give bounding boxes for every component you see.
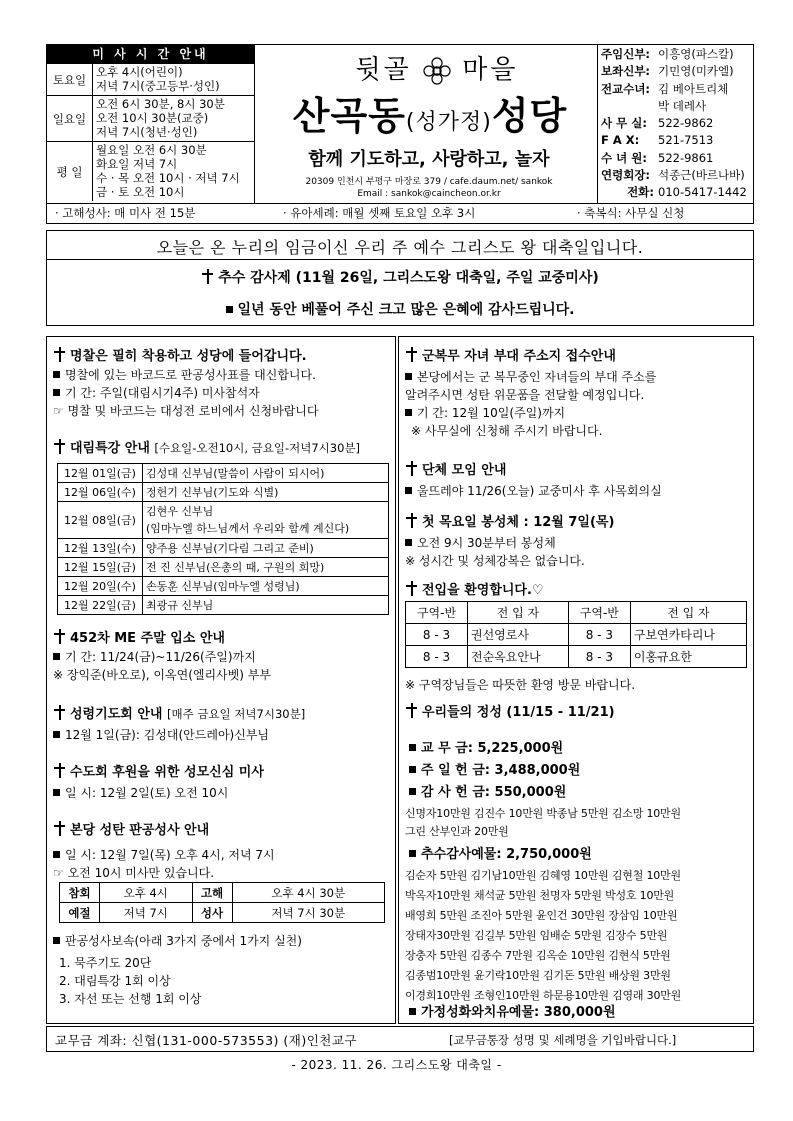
table-row: 12월 06일(수) 정헌기 신부님(기도와 식별) [58,483,389,502]
table-row: 12월 20일(수) 손동훈 신부님(임마누엘 성령님) [58,577,389,596]
military-title: 군복무 자녀 부대 주소지 접수안내 [405,345,616,364]
donor-line: 이경희10만원 조형인10만원 하문용10만원 김영래 30만원 [405,989,682,1002]
parish-motto: 함께 기도하고, 사랑하고, 놀자 [308,149,550,170]
sacrament-info-row [46,204,754,224]
offering-line: 교 무 금: 5,225,000원 [409,741,563,757]
monastery-line: 일 시: 12월 2일(토) 오전 10시 [53,785,228,801]
table-row: 8 - 3 전순옥요안나 8 - 3 이홍규요한 [406,646,747,668]
cross-icon [53,629,66,644]
thanksgiving-line: 추수 감사제 (11월 26일, 그리스도왕 대축일, 주일 교중미사) [47,267,753,287]
donor-line: 장충자 5만원 김종수 7만원 김옥순 10만원 김현식 5만원 [405,949,671,962]
tithe-account-box [46,1026,754,1052]
penance-item: 2. 대림특강 1회 이상 [59,974,171,988]
square-bullet-icon [409,766,416,773]
welcome-title: 전입을 환영합니다.♡ [405,579,544,598]
military-line: 알려주시면 성탄 위문품을 전달할 예정입니다. [405,388,645,402]
cross-icon [405,581,418,596]
first-thursday-line: 오전 9시 30분부터 봉성체 [405,535,556,551]
blessing-info: · 축복식: 사무실 신청 [577,206,685,220]
bulletin-header [46,44,754,204]
group-meeting-line: 울뜨레야 11/26(오늘) 교중미사 후 사목회의실 [405,483,662,499]
square-bullet-icon [409,744,416,751]
family-offering: 가정성화와치유예물: 380,000원 [409,1005,616,1021]
mass-schedule [47,45,255,203]
tithe-account-note: [교무금통장 성명 및 세례명을 기입바랍니다.] [449,1033,677,1047]
confession-info: · 고해성사: 매 미사 전 15분 [55,206,196,220]
square-bullet-icon [405,539,412,546]
feast-announcement [46,230,754,326]
square-bullet-icon [409,1008,416,1015]
parish-logo-area [257,45,597,203]
square-bullet-icon [53,653,60,660]
donor-line: 배영희 5만원 조진아 5만원 윤인건 30만원 장삼임 10만원 [405,909,678,922]
table-row: 예절 저녁 7시 성사 저녁 7시 30분 [60,903,385,923]
feast-title: 오늘은 온 누리의 임금이신 우리 주 예수 그리스도 왕 대축일입니다. [156,238,644,257]
staff-row: 연령회장: 석종근(바르나바) [601,168,745,183]
harvest-title: 추수감사예물: 2,750,000원 [409,847,592,863]
offering-title: 우리들의 정성 (11/15 - 11/21) [405,701,615,720]
table-row: 참회 오후 4시 고해 오후 4시 30분 [60,883,385,903]
me-line: ※ 장익준(바오로), 이옥연(엘리사벳) 부부 [53,668,271,682]
baptism-info: · 유아세례: 매월 셋째 토요일 오후 3시 [283,206,476,220]
sunday-time: 오전 10시 30분(교중) [96,111,209,125]
sunday-time: 오전 6시 30분, 8시 30분 [96,97,225,111]
staff-row: 주임신부: 이흥영(파스칼) [601,47,734,61]
offering-line: 감 사 헌 금: 550,000원 [409,785,566,801]
donor-line: 신명자10만원 김진수 10만원 박종남 5만원 김소망 10만원 [405,807,681,820]
staff-directory [597,45,753,203]
advent-lecture-table [57,463,389,615]
cross-icon [405,461,418,476]
blessing-line: 일년 동안 베풀어 주신 크고 많은 은혜에 감사드립니다. [47,299,753,319]
square-bullet-icon [53,731,60,738]
first-thursday-line: ※ 성시간 및 성체강복은 없습니다. [405,554,585,568]
staff-row: F A X: 521-7513 [601,133,714,148]
staff-row: 전화: 010-5417-1442 [627,185,747,200]
christmas-line: 일 시: 12월 7일(목) 오후 4시, 저녁 7시 [53,847,275,863]
cross-icon [405,513,418,528]
square-bullet-icon [53,851,60,858]
military-line: 기 간: 12월 10일(주일)까지 [405,405,565,421]
mass-schedule-title: 미 사 시 간 안내 [47,45,254,63]
weekday-label: 평 일 [47,142,93,201]
square-bullet-icon [226,306,233,313]
name-tag-title: 명찰은 필히 착용하고 성당에 들어갑니다. [53,345,307,364]
first-thursday-title: 첫 목요일 봉성체 : 12월 7일(목) [405,511,614,530]
left-column [46,336,396,1024]
me-weekend-title: 452차 ME 주말 입소 안내 [53,627,225,646]
weekday-time: 금 · 토 오전 10시 [96,185,185,199]
staff-row: 수 녀 원: 522-9861 [601,150,714,165]
staff-row: 박 데레사 [658,98,707,113]
square-bullet-icon [405,373,412,380]
welcome-note: ※ 구역장님들은 따뜻한 환영 방문 바랍니다. [405,678,636,692]
prayer-meeting-title: 성령기도회 안내 [매주 금요일 저녁7시30분] [53,703,305,722]
military-line: ※ 사무실에 신청해 주시기 바랍니다. [411,424,603,438]
name-tag-line: ☞ 명찰 및 바코드는 대성전 로비에서 신청바랍니다 [53,404,319,418]
advent-lecture-title: 대림특강 안내 [수요일-오전10시, 금요일-저녁7시30분] [53,437,360,456]
saturday-time: 저녁 7시(중고등부·성인) [96,79,220,93]
donor-line: 그린 산부인과 20만원 [405,825,509,838]
confession-schedule-table [59,882,385,923]
right-column [398,336,754,1024]
divider [47,259,753,260]
donor-line: 박옥자10만원 채석균 5만원 천명자 5만원 박성호 10만원 [405,889,675,902]
staff-row: 전교수녀: 김 베아트리체 [601,81,729,96]
penance-title: 판공성사보속(아래 3가지 중에서 1가지 실천) [53,933,302,949]
cross-icon [53,347,66,362]
cross-icon [53,821,66,836]
offering-line: 주 일 헌 금: 3,488,000원 [409,763,580,779]
cross-icon [405,703,418,718]
cross-icon [53,705,66,720]
staff-row: 보좌신부: 기민영(미카엘) [601,64,734,79]
name-tag-line: 명찰에 있는 바코드로 판공성사표를 대신합니다. [53,367,316,383]
table-row: 12월 13일(수) 양주용 신부님(기다림 그리고 준비) [58,539,389,558]
cross-icon [53,439,66,454]
tithe-account: 교무금 계좌: 신협(131-000-573553) (재)인천교구 [55,1033,357,1048]
parish-address: 20309 인천시 부평구 마장로 379 / cafe.daum.net/ sankok Email : sankok@caincheon.or.kr [305,177,553,199]
table-row: 8 - 3 권선영로사 8 - 3 구보연카타리나 [406,624,747,646]
table-row: 12월 01일(금) 김성대 신부님(말씀이 사람이 되시어) [58,464,389,483]
table-row: 12월 08일(금) 김현우 신부님 (임마누엘 하느님께서 우리와 함께 계신다) [58,502,389,539]
village-title: 뒷골 마을 [355,55,519,85]
penance-item: 3. 자선 또는 선행 1회 이상 [59,992,202,1006]
weekday-time: 수 · 목 오전 10시 · 저녁 7시 [96,171,240,185]
table-row: 구역-반 전 입 자 구역-반 전 입 자 [406,602,747,624]
sunday-label: 일요일 [47,96,93,141]
name-tag-line: 기 간: 주일(대림시기4주) 미사참석자 [53,385,260,401]
square-bullet-icon [405,409,412,416]
prayer-line: 12월 1일(금): 김성대(안드레아)신부님 [53,727,269,743]
table-row: 12월 15일(금) 전 진 신부님(은총의 때, 구원의 희망) [58,558,389,577]
weekday-time: 화요일 저녁 7시 [96,157,178,171]
square-bullet-icon [409,850,416,857]
square-bullet-icon [409,788,416,795]
bulletin-date: - 2023. 11. 26. 그리스도왕 대축일 - [291,1058,502,1072]
square-bullet-icon [53,937,60,944]
weekday-time: 월요일 오전 6시 30분 [96,143,207,157]
saturday-time: 오후 4시(어린이) [96,65,183,79]
donor-line: 김순자 5만원 김기남10만원 김혜영 10만원 김현철 10만원 [405,869,681,882]
table-row: 12월 22일(금) 최광규 신부님 [58,596,389,615]
christmas-line: ☞ 오전 10시 미사만 있습니다. [53,866,215,880]
staff-row: 사 무 실: 522-9862 [601,116,714,131]
newcomer-table [405,601,747,668]
square-bullet-icon [53,389,60,396]
monastery-mass-title: 수도회 후원을 위한 성모신심 미사 [53,761,264,780]
me-line: 기 간: 11/24(금)~11/26(주일)까지 [53,649,256,665]
cross-icon [53,763,66,778]
military-line: 본당에서는 군 복무중인 자녀들의 부대 주소를 [405,369,656,385]
sunday-time: 저녁 7시(청년·성인) [96,125,198,139]
square-bullet-icon [405,487,412,494]
parish-name: 산곡동(성가정)성당 [292,94,568,138]
donor-line: 장태자30만원 김길부 5만원 임배순 5만원 김장수 5만원 [405,929,668,942]
group-meeting-title: 단체 모임 안내 [405,459,506,478]
flower-icon [423,57,451,85]
saturday-label: 토요일 [47,64,93,95]
donor-line: 김종범10만원 윤기락10만원 김기돈 5만원 배상원 3만원 [405,969,671,982]
christmas-confession-title: 본당 성탄 판공성사 안내 [53,819,209,838]
square-bullet-icon [53,371,60,378]
cross-icon [405,347,418,362]
square-bullet-icon [53,789,60,796]
penance-item: 1. 묵주기도 20단 [59,956,152,970]
cross-icon [201,269,214,284]
